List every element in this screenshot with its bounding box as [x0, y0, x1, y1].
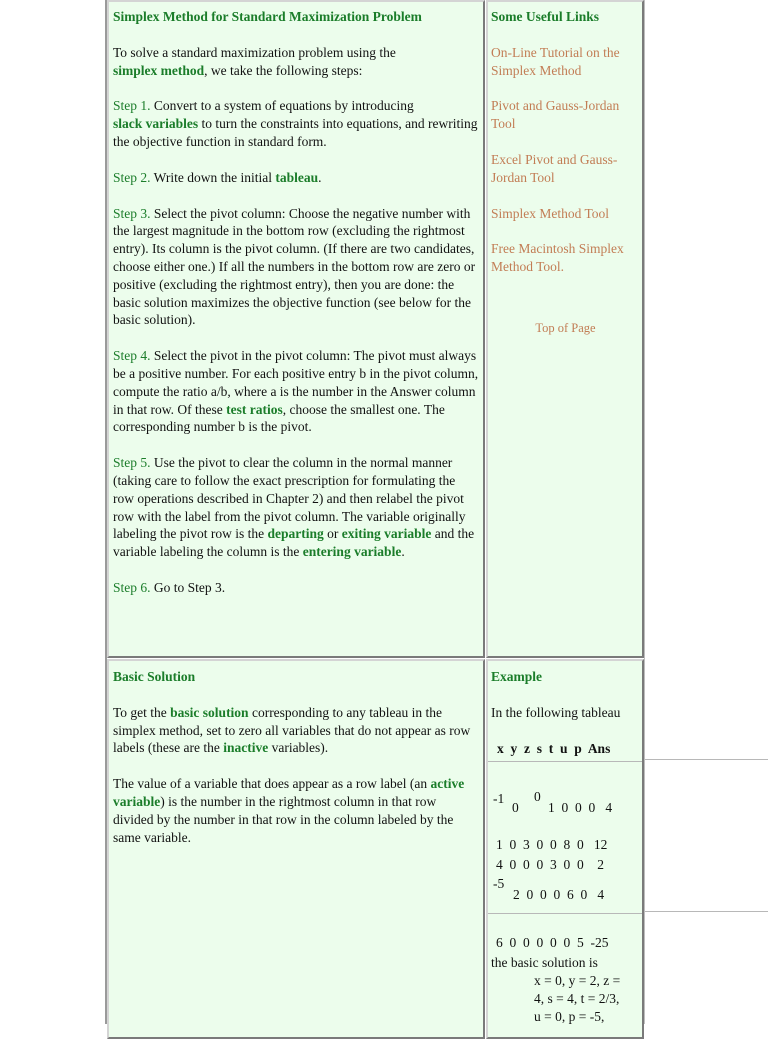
bs-p2-text-end: ) is the number in the rightmost column in that row divided by the number in that row in the column labeled by the same variable. — [113, 793, 454, 845]
step-5-label[interactable]: Step 5. — [113, 455, 151, 471]
header-z: z — [524, 741, 530, 756]
step-6-label[interactable]: Step 6. — [113, 579, 151, 595]
step-1-text-end: to turn the constraints into equations, and rewriting the objective function in standard form. — [113, 116, 478, 149]
result-intro: the basic solution is — [491, 955, 598, 970]
row2: 1 0 3 0 0 8 0 12 — [496, 837, 608, 852]
departing-link[interactable]: departing — [267, 526, 324, 542]
step-6-text: Go to Step 3. — [150, 579, 226, 595]
tableau-link[interactable]: tableau — [275, 169, 319, 185]
step-5-text: Use the pivot to clear the column in the normal manner (taking care to follow the exact prescription for formulating the row operations described in Chapter 2) and then relabel the pivot row with the label from the pivot column. The variable originally labeling the pivot row is the — [113, 455, 466, 542]
step-5-text-end: . — [401, 544, 405, 560]
link-pivot-gauss-jordan-tool[interactable]: Pivot and Gauss-Jordan Tool — [491, 98, 620, 132]
inactive-link[interactable]: inactive — [223, 740, 269, 756]
step-2-text-end: . — [318, 169, 322, 185]
header-p: p — [574, 741, 582, 756]
step-4-label[interactable]: Step 4. — [113, 348, 151, 364]
step-5 — [113, 454, 479, 561]
result-line-2: 4, s = 4, t = 2/3, — [534, 991, 620, 1006]
step-5-text-mid: and the variable labeling the column is the — [113, 526, 475, 560]
step-1-label[interactable]: Step 1. — [113, 98, 151, 114]
basic-solution-link[interactable]: basic solution — [170, 704, 249, 720]
link-macintosh-simplex-tool[interactable]: Free Macintosh Simplex Method Tool. — [491, 241, 624, 275]
row5: 6 0 0 0 0 0 5 -25 — [496, 935, 609, 950]
bs-p1-text: To get the — [113, 704, 171, 720]
step-4 — [113, 347, 479, 436]
step-5-or: or — [323, 526, 342, 542]
result-line-1: x = 0, y = 2, z = — [534, 973, 621, 988]
row1-cell-b: 0 — [512, 800, 519, 815]
step-6 — [113, 579, 479, 597]
header-s: s — [536, 741, 543, 756]
tableau-divider-top — [488, 761, 644, 762]
header-x: x — [497, 741, 504, 756]
entering-variable-link[interactable]: entering variable — [302, 544, 402, 560]
intro-text: To solve a standard maximization problem using the — [113, 44, 396, 60]
row1-rest: 1 0 0 0 4 — [548, 800, 613, 815]
links-title: Some Useful Links — [491, 9, 600, 24]
basic-solution-paragraph-2 — [113, 775, 479, 846]
step-1 — [113, 97, 479, 150]
basic-solution-cell — [107, 659, 485, 1039]
step-1-text: Convert to a system of equations by introducing — [150, 98, 414, 114]
intro-text-end: , we take the following steps: — [204, 62, 363, 78]
right-rule-1 — [645, 759, 768, 760]
row4-rest: 2 0 0 0 6 0 4 — [513, 887, 605, 902]
bs-p2-text: The value of a variable that does appear as a row label (an — [113, 776, 431, 792]
row1-cell-a: -1 — [493, 791, 505, 806]
active-variable-link[interactable]: active variable — [113, 776, 465, 809]
header-ans: Ans — [587, 741, 611, 756]
bs-p1-text-end: variables). — [268, 740, 329, 756]
steps-intro — [113, 44, 479, 80]
steps-cell — [107, 0, 485, 658]
test-ratios-link[interactable]: test ratios — [226, 401, 283, 417]
step-4-text: Select the pivot in the pivot column: The pivot must always be a positive number. For each positive entry b in the pivot column, compute the ratio a/b, where a is the number in the Answer column in that row. Of these — [113, 348, 479, 417]
header-y: y — [510, 741, 518, 756]
step-2 — [113, 169, 479, 187]
right-rule-2 — [645, 911, 768, 912]
top-of-page-link[interactable]: Top of Page — [535, 320, 596, 335]
example-title: Example — [491, 669, 543, 684]
header-u: u — [560, 741, 568, 756]
result-line-3: u = 0, p = -5, — [534, 1009, 605, 1024]
steps-title: Simplex Method for Standard Maximization Problem — [113, 9, 422, 24]
table-outer-right-border — [644, 0, 645, 1024]
basic-solution-paragraph-1 — [113, 704, 479, 757]
basic-solution-title: Basic Solution — [113, 669, 196, 684]
row3: 4 0 0 0 3 0 0 2 — [496, 857, 604, 872]
slack-variables-link[interactable]: slack variables — [113, 116, 199, 132]
bs-p1-text-mid: corresponding to any tableau in the simplex method, set to zero all variables that do not appear as row labels (these are the — [113, 704, 471, 756]
step-3-text: Select the pivot column: Choose the negative number with the largest magnitude in the bottom row (excluding the rightmost entry). Its column is the pivot column. (If there are two candidates, choose either one.) If all the numbers in the bottom row are zero or positive (excluding the rightmost entry), then you are done: the basic solution maximizes the objective function (see below for the basic solution). — [113, 205, 476, 328]
simplex-method-link[interactable]: simplex method — [113, 62, 205, 78]
step-3-label[interactable]: Step 3. — [113, 205, 151, 221]
header-t: t — [548, 741, 554, 756]
link-online-tutorial[interactable]: On-Line Tutorial on the Simplex Method — [491, 44, 620, 78]
exiting-variable-link[interactable]: exiting variable — [341, 526, 432, 542]
tableau-divider-bottom — [488, 913, 644, 914]
step-3 — [113, 205, 479, 330]
row4-cell-a: -5 — [493, 876, 505, 891]
link-excel-pivot-tool[interactable]: Excel Pivot and Gauss-Jordan Tool — [491, 151, 618, 185]
step-4-text-end: , choose the smallest one. The corresponding number b is the pivot. — [113, 401, 445, 435]
example-intro: In the following tableau — [491, 705, 621, 720]
example-cell — [486, 659, 644, 1039]
step-2-label[interactable]: Step 2. — [113, 169, 151, 185]
link-simplex-method-tool[interactable]: Simplex Method Tool — [491, 205, 610, 221]
links-cell — [486, 0, 644, 658]
step-2-text: Write down the initial — [150, 169, 276, 185]
row1-cell-c: 0 — [534, 789, 541, 804]
tableau-header — [497, 741, 610, 757]
